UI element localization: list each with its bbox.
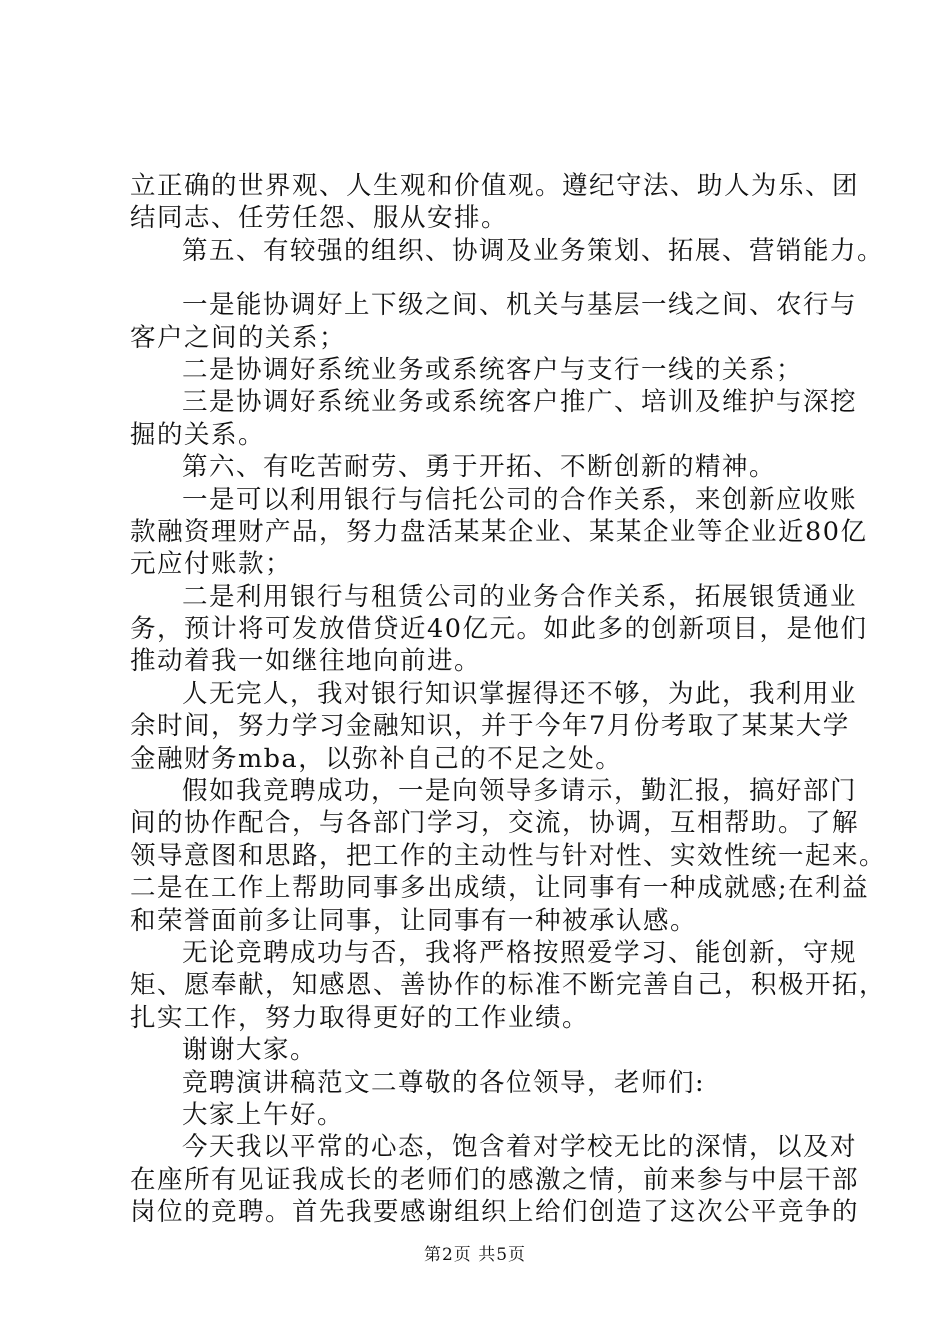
text-line: 间的协作配合，与各部门学习，交流，协调，互相帮助。了解 <box>130 808 860 839</box>
text-line: 一是可以利用银行与信托公司的合作关系，来创新应收账 <box>182 484 858 515</box>
text-line: 一是能协调好上下级之间、机关与基层一线之间、农行与 <box>182 290 858 321</box>
text-line: 第五、有较强的组织、协调及业务策划、拓展、营销能力。 <box>182 235 885 266</box>
text-line: 第六、有吃苦耐劳、勇于开拓、不断创新的精神。 <box>182 452 777 483</box>
text-line: 金融财务mba，以弥补自己的不足之处。 <box>130 743 623 774</box>
text-line: 客户之间的关系； <box>130 322 347 353</box>
document-body <box>130 170 887 1229</box>
text-line: 和荣誉面前多让同事，让同事有一种被承认感。 <box>130 905 698 936</box>
text-line: 务，预计将可发放借贷近40亿元。如此多的创新项目，是他们 <box>130 614 868 645</box>
paragraph-gap <box>130 267 830 289</box>
text-line: 竞聘演讲稿范文二尊敬的各位领导，老师们: <box>182 1067 706 1098</box>
page-number-footer: 第2页 共5页 <box>423 1245 527 1265</box>
text-line: 三是协调好系统业务或系统客户推广、培训及维护与深挖 <box>182 387 858 418</box>
text-line: 矩、愿奉献，知感恩、善协作的标准不断完善自己，积极开拓， <box>130 970 887 1001</box>
text-line: 结同志、任劳任怨、服从安排。 <box>130 203 509 234</box>
text-line: 二是利用银行与租赁公司的业务合作关系，拓展银赁通业 <box>182 581 858 612</box>
text-line: 推动着我一如继往地向前进。 <box>130 646 482 677</box>
text-line: 无论竞聘成功与否，我将严格按照爱学习、能创新，守规 <box>182 937 858 968</box>
text-line: 元应付账款； <box>130 549 293 580</box>
text-line: 余时间，努力学习金融知识，并于今年7月份考取了某某大学 <box>130 711 850 742</box>
text-line: 掘的关系。 <box>130 419 266 450</box>
text-line: 款融资理财产品，努力盘活某某企业、某某企业等企业近80亿 <box>130 516 868 547</box>
text-line: 大家上午好。 <box>182 1099 345 1130</box>
text-line: 二是协调好系统业务或系统客户与支行一线的关系； <box>182 354 804 385</box>
text-line: 领导意图和思路，把工作的主动性与针对性、实效性统一起来。 <box>130 840 887 871</box>
text-line: 谢谢大家。 <box>182 1035 318 1066</box>
text-line: 今天我以平常的心态，饱含着对学校无比的深情，以及对 <box>182 1132 858 1163</box>
text-line: 二是在工作上帮助同事多出成绩，让同事有一种成就感;在利益 <box>130 873 870 904</box>
text-line: 立正确的世界观、人生观和价值观。遵纪守法、助人为乐、团 <box>130 171 860 201</box>
text-line: 人无完人，我对银行知识掌握得还不够，为此，我利用业 <box>182 678 858 709</box>
text-line: 假如我竞聘成功，一是向领导多请示，勤汇报，搞好部门 <box>182 776 858 807</box>
text-line: 岗位的竞聘。首先我要感谢组织上给们创造了这次公平竞争的 <box>130 1197 860 1228</box>
text-line: 在座所有见证我成长的老师们的感激之情，前来参与中层干部 <box>130 1164 860 1195</box>
text-line: 扎实工作，努力取得更好的工作业绩。 <box>130 1002 590 1033</box>
